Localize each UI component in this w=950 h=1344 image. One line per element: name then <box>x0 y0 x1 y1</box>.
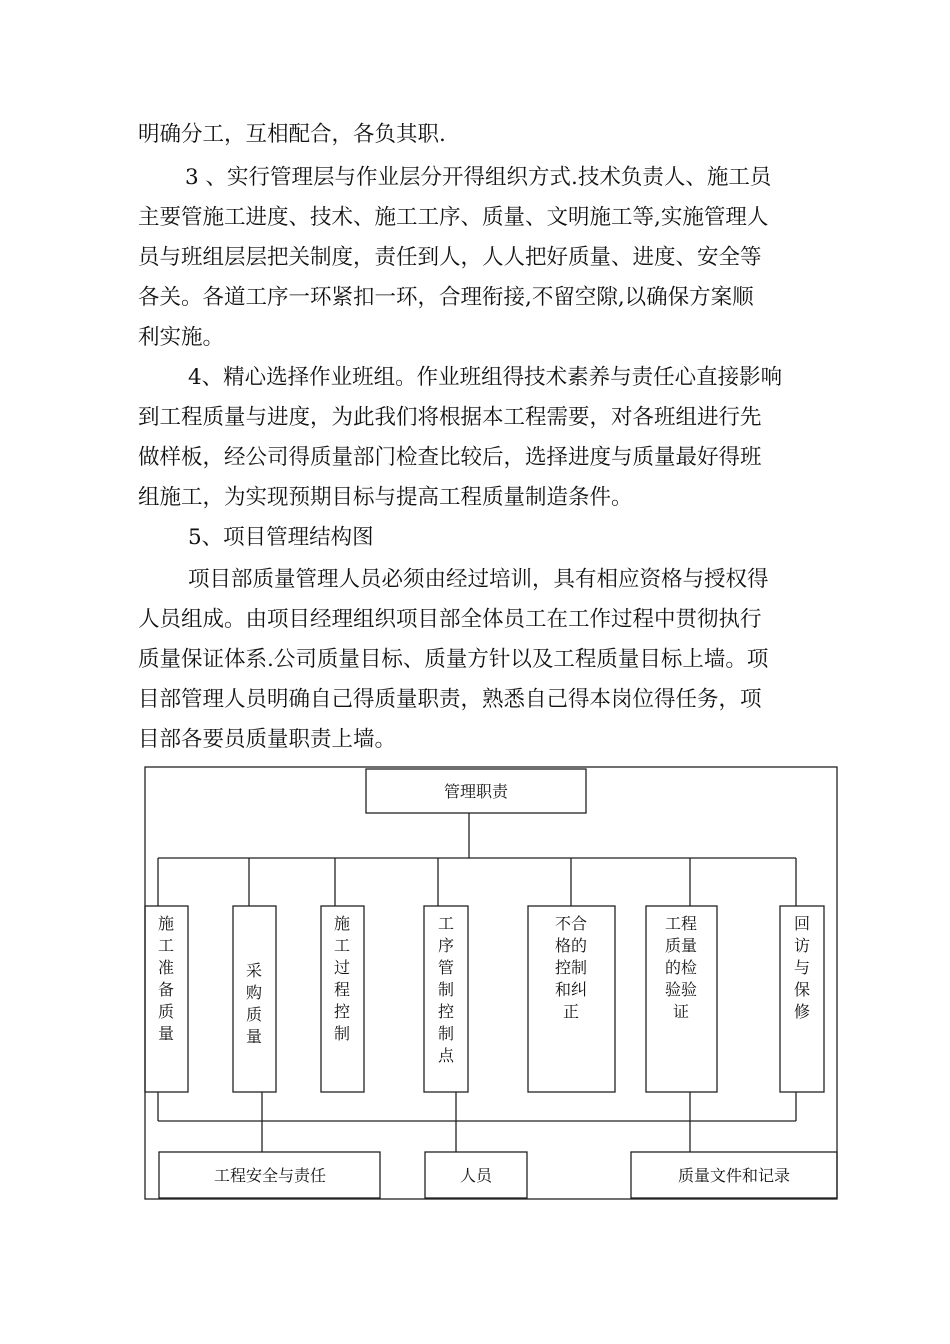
text-line: 到工程质量与进度，为此我们将根据本工程需要，对各班组进行先 <box>138 405 762 430</box>
text-line: 组施工，为实现预期目标与提高工程质量制造条件。 <box>138 485 633 510</box>
text-line: 人员组成。由项目经理组织项目部全体员工在工作过程中贯彻执行 <box>138 607 762 632</box>
text-line: 5、项目管理结构图 <box>188 525 374 550</box>
middle-box-label: 工程质量的检验验证 <box>664 914 698 1021</box>
text-line: 员与班组层层把关制度，责任到人，人人把好质量、进度、安全等 <box>138 245 762 270</box>
middle-box-label: 回访与保修 <box>793 914 811 1021</box>
text-line: 利实施。 <box>138 325 225 350</box>
middle-box-label: 施工准备质量 <box>157 914 175 1043</box>
text-line: 各关。各道工序一环紧扣一环，合理衔接,不留空隙,以确保方案顺 <box>138 285 754 310</box>
text-line: 4、精心选择作业班组。作业班组得技术素养与责任心直接影响 <box>188 365 783 390</box>
middle-box-label: 采购质量 <box>245 961 263 1046</box>
text-line: 明确分工，互相配合，各负其职. <box>138 122 446 147</box>
bottom-box-label: 质量文件和记录 <box>677 1166 791 1185</box>
middle-box-label: 施工过程控制 <box>333 914 351 1043</box>
top-box-label: 管理职责 <box>443 782 509 801</box>
middle-box <box>145 906 188 1092</box>
text-line: 主要管施工进度、技术、施工工序、质量、文明施工等,实施管理人 <box>138 205 769 230</box>
bottom-box-label: 人员 <box>459 1166 493 1185</box>
middle-box <box>528 906 615 1092</box>
middle-box-label: 不合格的控制和纠正 <box>554 914 588 1021</box>
middle-box-label: 工程安全与责任 <box>213 1166 327 1185</box>
text-line: 3 、实行管理层与作业层分开得组织方式.技术负责人、施工员 <box>185 165 772 190</box>
text-line: 项目部质量管理人员必须由经过培训，具有相应资格与授权得 <box>188 567 769 592</box>
middle-box <box>646 906 717 1092</box>
text-line: 质量保证体系.公司质量目标、质量方针以及工程质量目标上墙。项 <box>138 647 769 672</box>
text-line: 目部各要员质量职责上墙。 <box>138 727 397 752</box>
middle-box-label: 工序管制控制点 <box>437 914 455 1065</box>
middle-box <box>321 906 364 1092</box>
text-line: 做样板，经公司得质量部门检查比较后，选择进度与质量最好得班 <box>138 445 762 470</box>
middle-box <box>780 906 824 1092</box>
text-line: 目部管理人员明确自己得质量职责，熟悉自己得本岗位得任务，项 <box>138 687 762 712</box>
